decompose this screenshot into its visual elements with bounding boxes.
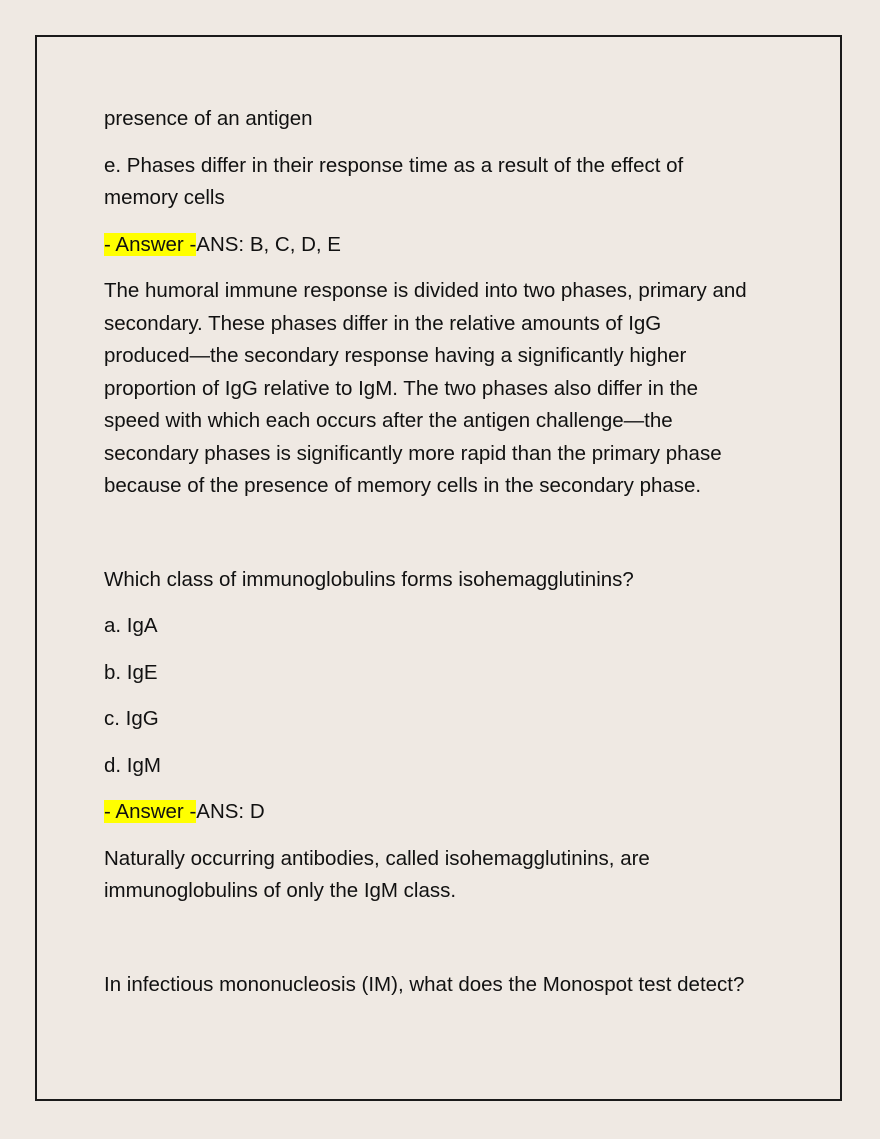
option-c: c. IgG — [104, 707, 159, 730]
answer-line-2 — [104, 796, 794, 829]
question-2: Which class of immunoglobulins forms isohemagglutinins? — [104, 567, 634, 591]
option-d: d. IgM — [104, 753, 161, 777]
text-line: presence of an antigen — [104, 107, 313, 130]
explanation-1-line: secondary. These phases differ in the relative amounts of IgG — [104, 311, 662, 335]
question-3: In infectious mononucleosis (IM), what does the Monospot test detect? — [104, 972, 745, 996]
explanation-1-line: proportion of IgG relative to IgM. The two phases also differ in the — [104, 376, 699, 400]
explanation-1-line: secondary phases is significantly more rapid than the primary phase — [104, 441, 722, 465]
explanation-1-line: The humoral immune response is divided into two phases, primary and — [104, 279, 747, 302]
option-b: b. IgE — [104, 660, 158, 684]
explanation-1-line: because of the presence of memory cells in the secondary phase. — [104, 474, 702, 497]
answer-value: ANS: B, C, D, E — [196, 232, 341, 256]
option-e-line-2: memory cells — [104, 186, 225, 209]
explanation-1-line: produced—the secondary response having a significantly higher — [104, 344, 687, 367]
answer-label: - Answer - — [104, 232, 197, 256]
explanation-2-line: immunoglobulins of only the IgM class. — [104, 879, 457, 902]
answer-value: ANS: D — [196, 800, 265, 823]
document-body — [104, 103, 794, 1001]
explanation-2-line: Naturally occurring antibodies, called isohemagglutinins, are — [104, 846, 650, 870]
option-e-line-1: e. Phases differ in their response time as a result of the effect of — [104, 153, 684, 177]
answer-label: - Answer - — [104, 800, 197, 823]
option-a: a. IgA — [104, 614, 158, 637]
explanation-1-line: speed with which each occurs after the antigen challenge—the — [104, 409, 673, 432]
answer-line-1 — [104, 229, 794, 262]
